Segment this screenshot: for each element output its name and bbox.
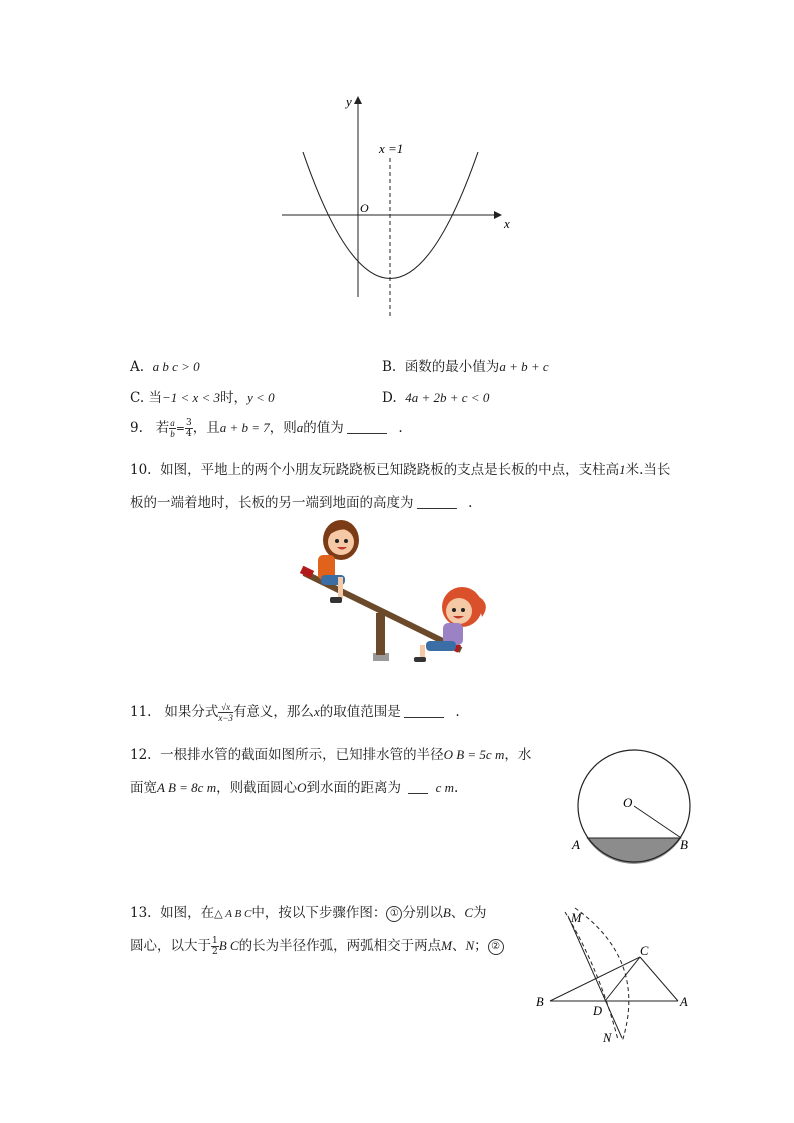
- arc-from-c: [575, 908, 629, 1042]
- parabola-graph: [270, 90, 530, 330]
- child-left: [318, 520, 359, 603]
- segment-cd: [605, 957, 640, 1001]
- origin-label: O: [360, 201, 369, 215]
- fraction-one-half: $\frac{1}{2}$: [212, 936, 218, 957]
- point-b-label: B: [680, 837, 688, 852]
- question-11: 11. 如果分式 $\frac{√x}{x-3}$ 有意义，那么x的取值范围是 .: [130, 702, 460, 723]
- answer-blank[interactable]: [417, 494, 457, 509]
- symmetry-label: x =1: [379, 141, 404, 156]
- fraction-a-over-b: $\frac{a}{b}$: [170, 418, 175, 439]
- option-c: C. 当−1 < x < 3时，y < 0: [130, 390, 275, 406]
- point-a-label: A: [572, 837, 580, 852]
- answer-blank[interactable]: [347, 419, 387, 434]
- question-10-line-1: 10. 如图，平地上的两个小朋友玩跷跷板已知跷跷板的支点是长板的中点，支柱高1米.当长: [130, 462, 671, 478]
- question-13-line-1: 13. 如图，在△ A B C中，按以下步骤作图： ① 分别以B、C为: [130, 905, 487, 921]
- option-a: A. a b c > 0: [130, 359, 200, 375]
- answer-blank[interactable]: [404, 703, 444, 718]
- point-a-label: A: [680, 995, 688, 1009]
- question-13-line-2: 圆心，以大于 $\frac{1}{2}$ B C的长为半径作弧，两弧相交于两点M、N； ②: [130, 936, 504, 957]
- question-12-line-2: 面宽A B = 8c m，则截面圆心O到水面的距离为 c m.: [130, 780, 459, 796]
- x-axis-label: x: [504, 216, 510, 231]
- child-right: [414, 587, 486, 662]
- fraction-sqrt-x: $\frac{√x}{x-3}$: [218, 702, 233, 723]
- question-9: 9. 若 $\frac{a}{b}$ = $\frac{3}{4}$ ，且a + b = 7，则a的值为 .: [130, 418, 403, 439]
- perpendicular-bisector-mn: [568, 916, 622, 1038]
- y-axis-label: y: [346, 94, 352, 109]
- point-m-label: M: [571, 911, 582, 925]
- seesaw-illustration: [296, 515, 496, 665]
- side-ca: [640, 957, 678, 1001]
- point-d-label: D: [593, 1004, 603, 1018]
- pipe-cross-section: [566, 745, 702, 870]
- point-c-label: C: [640, 944, 649, 958]
- x-axis-arrow: [494, 211, 502, 219]
- seesaw-post: [376, 613, 385, 655]
- triangle-construction: [530, 900, 700, 1050]
- option-b: B. 函数的最小值为a + b + c: [382, 359, 549, 375]
- point-b-label: B: [536, 995, 544, 1009]
- question-12-line-1: 12. 一根排水管的截面如图所示，已知排水管的半径O B = 5c m，水: [130, 747, 532, 763]
- arc-from-b: [565, 912, 618, 1040]
- answer-blank[interactable]: [408, 779, 428, 794]
- side-bc: [550, 957, 640, 1001]
- y-axis-arrow: [354, 96, 362, 104]
- option-d: D. 4a + 2b + c < 0: [382, 390, 490, 406]
- point-o-label: O: [623, 795, 633, 810]
- question-10-line-2: 板的一端着地时，长板的另一端到地面的高度为 .: [130, 495, 473, 511]
- radius-ob: [634, 806, 681, 838]
- fraction-3-over-4: $\frac{3}{4}$: [185, 418, 192, 439]
- point-n-label: N: [603, 1031, 612, 1045]
